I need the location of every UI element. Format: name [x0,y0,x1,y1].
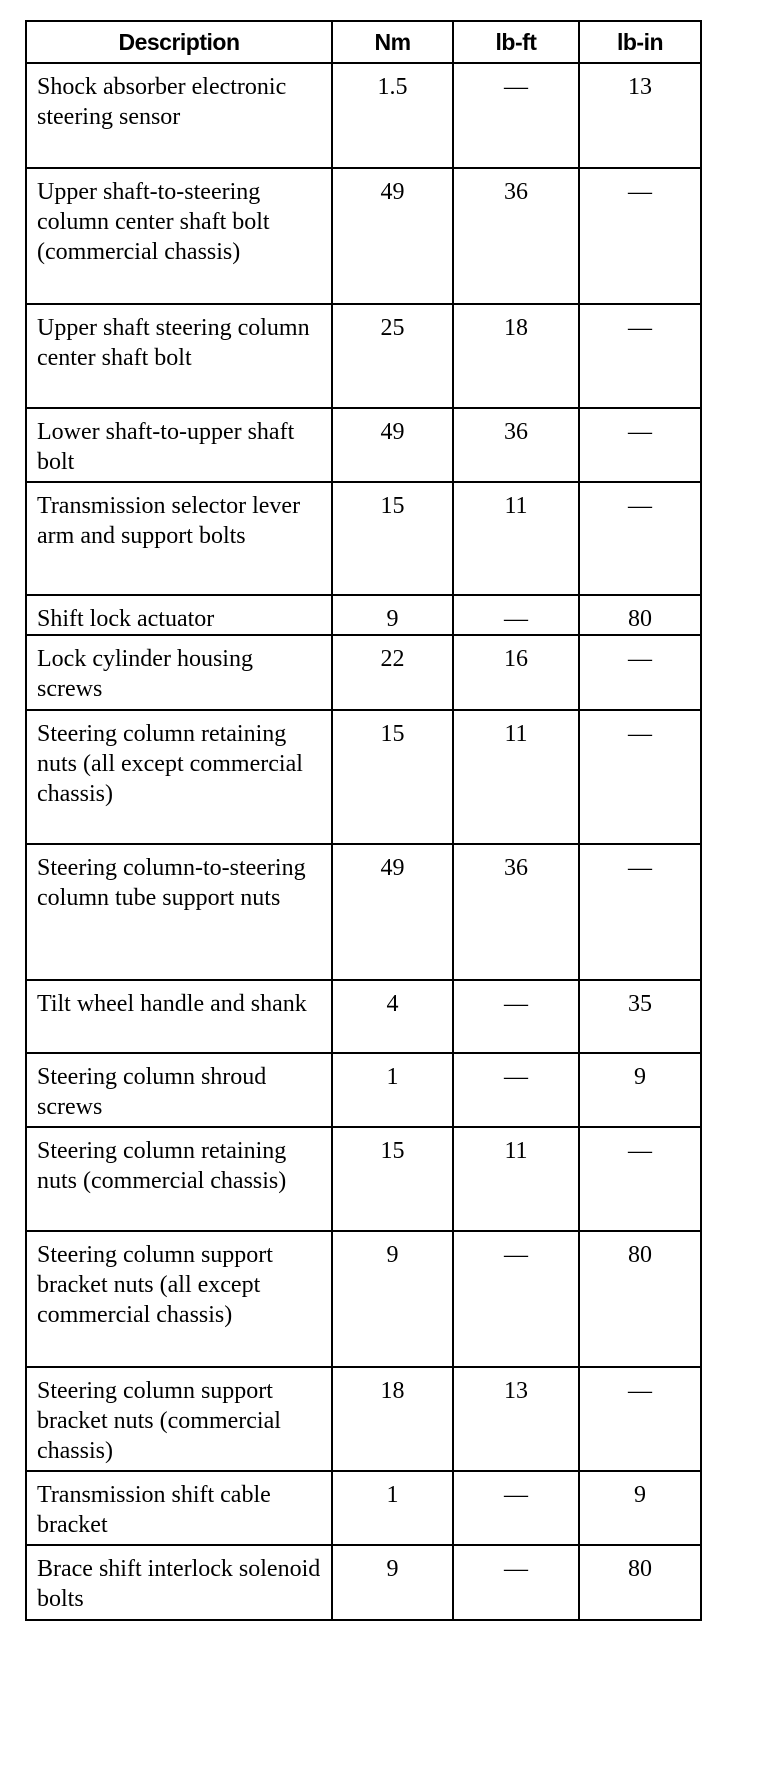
cell-nm: 1 [332,1053,453,1127]
cell-nm: 49 [332,844,453,980]
table-row [26,304,701,408]
cell-nm: 15 [332,710,453,844]
cell-lb-in: 80 [579,595,701,635]
cell-lb-in: — [579,1367,701,1471]
cell-lb-in: — [579,844,701,980]
cell-nm: 25 [332,304,453,408]
cell-nm: 22 [332,635,453,710]
cell-lb-ft: — [453,1053,579,1127]
cell-lb-in: 9 [579,1053,701,1127]
cell-lb-in: — [579,168,701,304]
cell-lb-in: 35 [579,980,701,1053]
cell-nm: 49 [332,408,453,482]
cell-description: Transmission shift cable bracket [26,1471,332,1545]
cell-description: Shock absorber electronic steering sensor [26,63,332,168]
table-row [26,482,701,595]
cell-description: Steering column-to-steering column tube support nuts [26,844,332,980]
cell-lb-ft: — [453,63,579,168]
cell-nm: 15 [332,1127,453,1231]
table-row [26,635,701,710]
cell-description: Steering column support bracket nuts (all except commercial chassis) [26,1231,332,1367]
header-nm: Nm [332,21,453,63]
table-row [26,1545,701,1620]
table-row [26,168,701,304]
cell-lb-ft: 11 [453,1127,579,1231]
table-row [26,1367,701,1471]
cell-lb-ft: 18 [453,304,579,408]
cell-lb-in: — [579,635,701,710]
cell-lb-ft: 36 [453,844,579,980]
cell-nm: 15 [332,482,453,595]
cell-lb-ft: — [453,1231,579,1367]
cell-description: Tilt wheel handle and shank [26,980,332,1053]
cell-description: Shift lock actuator [26,595,332,635]
cell-description: Brace shift interlock solenoid bolts [26,1545,332,1620]
cell-lb-ft: 36 [453,168,579,304]
torque-specifications-table [25,20,702,1621]
header-lb-in: lb-in [579,21,701,63]
cell-nm: 18 [332,1367,453,1471]
cell-nm: 9 [332,1545,453,1620]
cell-description: Steering column shroud screws [26,1053,332,1127]
cell-nm: 9 [332,1231,453,1367]
table-row [26,980,701,1053]
cell-lb-in: 13 [579,63,701,168]
cell-description: Lower shaft-to-upper shaft bolt [26,408,332,482]
cell-lb-in: — [579,304,701,408]
cell-description: Transmission selector lever arm and support bolts [26,482,332,595]
cell-description: Steering column retaining nuts (all except commercial chassis) [26,710,332,844]
header-lb-ft: lb-ft [453,21,579,63]
header-description: Description [26,21,332,63]
cell-lb-in: 9 [579,1471,701,1545]
table-row [26,710,701,844]
table-row [26,63,701,168]
cell-description: Steering column retaining nuts (commercial chassis) [26,1127,332,1231]
cell-nm: 49 [332,168,453,304]
table-row [26,595,701,635]
cell-description: Upper shaft steering column center shaft bolt [26,304,332,408]
cell-lb-ft: — [453,1545,579,1620]
cell-lb-ft: — [453,1471,579,1545]
cell-nm: 1 [332,1471,453,1545]
cell-lb-in: 80 [579,1231,701,1367]
cell-nm: 1.5 [332,63,453,168]
cell-lb-ft: 11 [453,482,579,595]
table-row [26,1471,701,1545]
cell-lb-in: — [579,1127,701,1231]
table-row [26,1231,701,1367]
cell-lb-ft: 13 [453,1367,579,1471]
table-row [26,1053,701,1127]
cell-nm: 9 [332,595,453,635]
cell-lb-ft: 16 [453,635,579,710]
cell-description: Steering column support bracket nuts (commercial chassis) [26,1367,332,1471]
cell-nm: 4 [332,980,453,1053]
cell-lb-in: — [579,710,701,844]
cell-lb-ft: — [453,980,579,1053]
table-row [26,408,701,482]
cell-lb-ft: 11 [453,710,579,844]
cell-lb-ft: — [453,595,579,635]
table-row [26,844,701,980]
cell-lb-in: — [579,482,701,595]
cell-description: Lock cylinder housing screws [26,635,332,710]
table-row [26,1127,701,1231]
cell-lb-in: 80 [579,1545,701,1620]
cell-lb-ft: 36 [453,408,579,482]
cell-description: Upper shaft-to-steering column center shaft bolt (commercial chassis) [26,168,332,304]
header-row [26,21,701,63]
cell-lb-in: — [579,408,701,482]
